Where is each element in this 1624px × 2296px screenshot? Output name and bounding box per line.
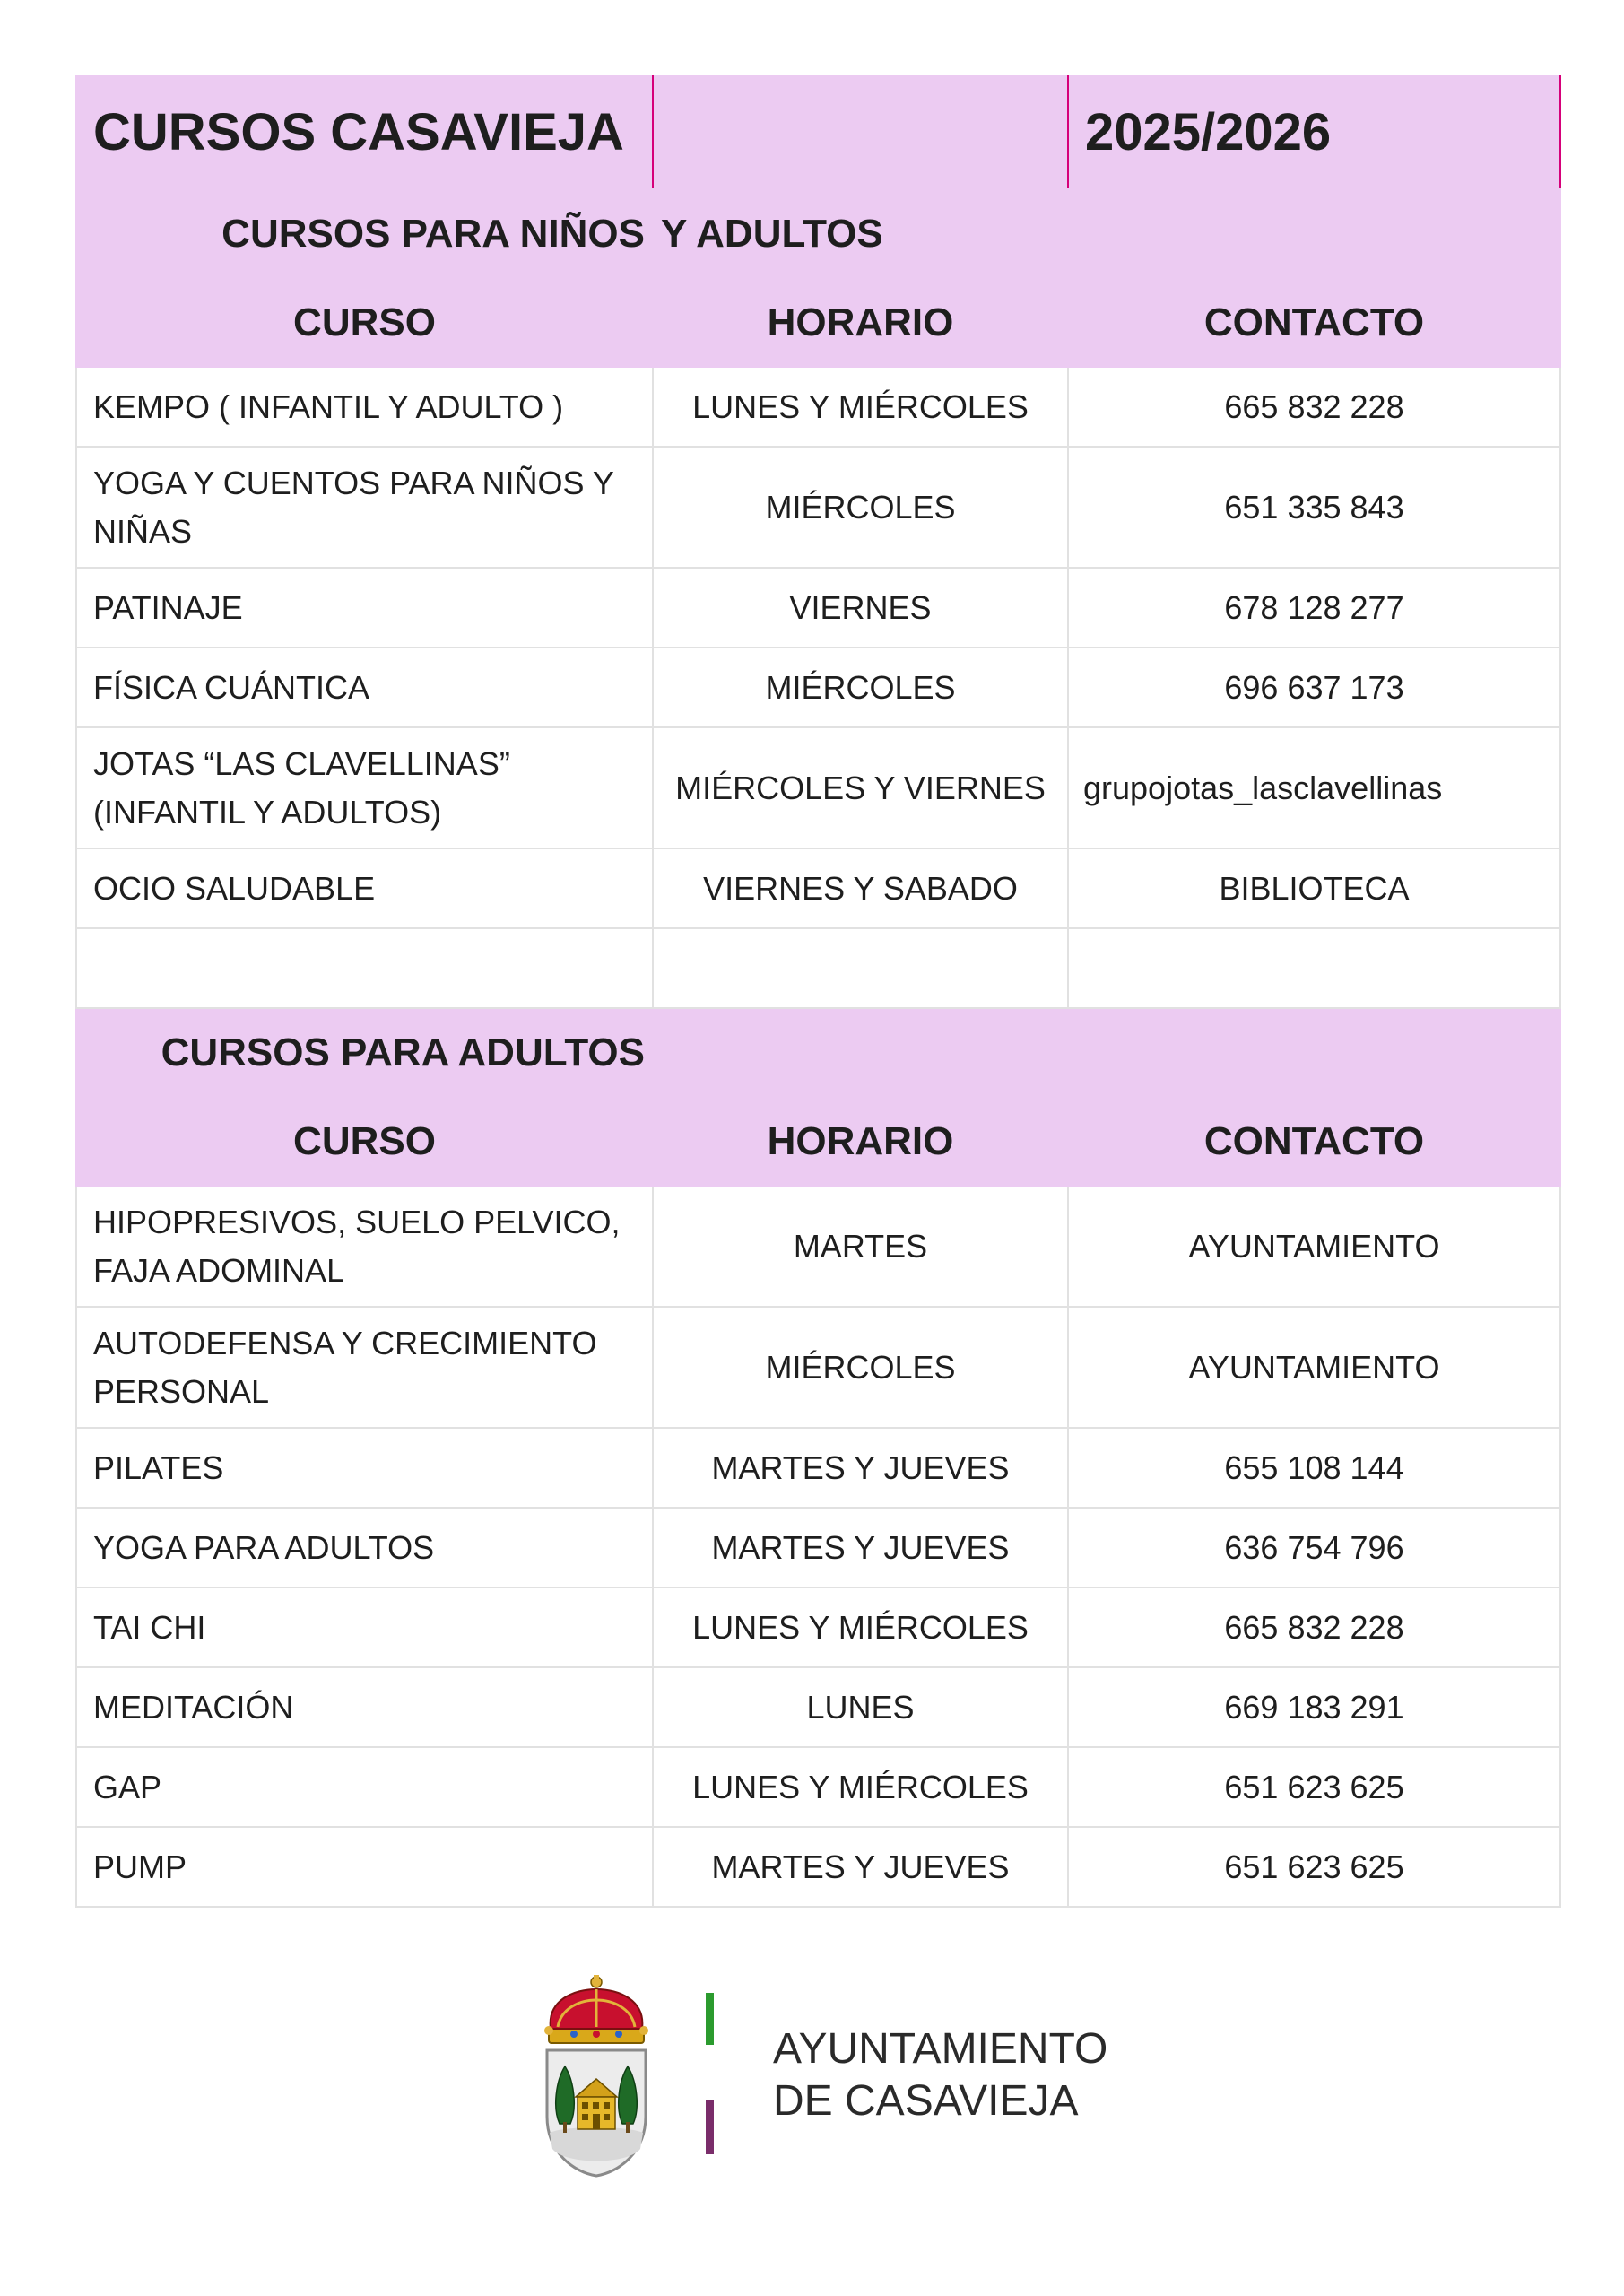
- table-row: [76, 1667, 1560, 1747]
- course-contact: 665 832 228: [1068, 367, 1560, 447]
- flag-green-band: [706, 1993, 714, 2045]
- course-name: TAI CHI: [76, 1587, 653, 1667]
- page-title: CURSOS CASAVIEJA: [76, 76, 653, 189]
- table-row: [76, 1186, 1560, 1307]
- title-row: [76, 76, 1560, 189]
- course-contact: 651 623 625: [1068, 1747, 1560, 1827]
- table-row: [76, 1428, 1560, 1508]
- course-contact: 665 832 228: [1068, 1587, 1560, 1667]
- empty-cell: [653, 928, 1068, 1008]
- course-schedule: MARTES Y JUEVES: [653, 1508, 1068, 1587]
- table-row: [76, 367, 1560, 447]
- section-title: CURSOS PARA ADULTOS: [76, 1008, 653, 1098]
- course-name: PUMP: [76, 1827, 653, 1907]
- course-name: YOGA Y CUENTOS PARA NIÑOS Y NIÑAS: [76, 447, 653, 568]
- course-schedule: VIERNES Y SABADO: [653, 848, 1068, 928]
- course-name: JOTAS “LAS CLAVELLINAS” (INFANTIL Y ADULTOS): [76, 727, 653, 848]
- course-contact-handle: grupojotas_lasclavellinas: [1068, 727, 1560, 848]
- column-header-contacto: CONTACTO: [1068, 1098, 1560, 1186]
- course-schedule: MIÉRCOLES Y VIERNES: [653, 727, 1068, 848]
- course-name: KEMPO ( INFANTIL Y ADULTO ): [76, 367, 653, 447]
- course-contact: AYUNTAMIENTO: [1068, 1186, 1560, 1307]
- table-row: [76, 1827, 1560, 1907]
- course-contact: 678 128 277: [1068, 568, 1560, 648]
- course-schedule: VIERNES: [653, 568, 1068, 648]
- course-name: PATINAJE: [76, 568, 653, 648]
- course-name: AUTODEFENSA Y CRECIMIENTO PERSONAL: [76, 1307, 653, 1428]
- course-contact: 651 623 625: [1068, 1827, 1560, 1907]
- course-name: OCIO SALUDABLE: [76, 848, 653, 928]
- empty-cell: [1068, 928, 1560, 1008]
- flag-stripe: [706, 1993, 714, 2154]
- course-name: GAP: [76, 1747, 653, 1827]
- section-spacer: [1068, 189, 1560, 279]
- section-heading-kids-adults: [76, 189, 1560, 279]
- section-spacer: [1068, 1008, 1560, 1098]
- course-name: FÍSICA CUÁNTICA: [76, 648, 653, 727]
- course-name: PILATES: [76, 1428, 653, 1508]
- column-header-contacto: CONTACTO: [1068, 279, 1560, 367]
- section-title-part1: CURSOS PARA NIÑOS: [76, 189, 653, 279]
- course-schedule: MARTES Y JUEVES: [653, 1827, 1068, 1907]
- table-row: [76, 1508, 1560, 1587]
- table-row: [76, 568, 1560, 648]
- section-title-part2: Y ADULTOS: [653, 189, 1068, 279]
- table-row: [76, 848, 1560, 928]
- column-header-curso: CURSO: [76, 1098, 653, 1186]
- course-contact: 669 183 291: [1068, 1667, 1560, 1747]
- courses-table: [75, 75, 1561, 1908]
- course-schedule: LUNES: [653, 1667, 1068, 1747]
- course-schedule: MARTES: [653, 1186, 1068, 1307]
- course-contact: BIBLIOTECA: [1068, 848, 1560, 928]
- course-schedule: LUNES Y MIÉRCOLES: [653, 1747, 1068, 1827]
- course-contact: 696 637 173: [1068, 648, 1560, 727]
- organization-name-line1: AYUNTAMIENTO: [773, 2025, 1108, 2073]
- municipal-footer: [538, 1973, 1112, 2188]
- flag-purple-band: [706, 2100, 714, 2154]
- column-header-horario: HORARIO: [653, 279, 1068, 367]
- column-header-horario: HORARIO: [653, 1098, 1068, 1186]
- section-heading-adults: [76, 1008, 1560, 1098]
- course-contact: 655 108 144: [1068, 1428, 1560, 1508]
- empty-cell: [76, 928, 653, 1008]
- table-row: [76, 447, 1560, 568]
- table-row: [76, 1747, 1560, 1827]
- coat-of-arms-icon: [538, 1973, 655, 2179]
- school-year: 2025/2026: [1068, 76, 1560, 189]
- course-schedule: MIÉRCOLES: [653, 648, 1068, 727]
- table-row: [76, 648, 1560, 727]
- empty-row: [76, 928, 1560, 1008]
- table-row: [76, 1587, 1560, 1667]
- section-spacer: [653, 1008, 1068, 1098]
- organization-name: [773, 2023, 1107, 2127]
- flag-white-band: [706, 2045, 714, 2100]
- course-contact: 636 754 796: [1068, 1508, 1560, 1587]
- course-schedule: MIÉRCOLES: [653, 447, 1068, 568]
- column-header-row: [76, 279, 1560, 367]
- course-contact: AYUNTAMIENTO: [1068, 1307, 1560, 1428]
- course-schedule: MARTES Y JUEVES: [653, 1428, 1068, 1508]
- course-name: HIPOPRESIVOS, SUELO PELVICO, FAJA ADOMINAL: [76, 1186, 653, 1307]
- course-name: MEDITACIÓN: [76, 1667, 653, 1747]
- course-contact: 651 335 843: [1068, 447, 1560, 568]
- course-schedule: MIÉRCOLES: [653, 1307, 1068, 1428]
- organization-name-line2: DE CASAVIEJA: [773, 2077, 1079, 2125]
- table-row: [76, 1307, 1560, 1428]
- course-schedule: LUNES Y MIÉRCOLES: [653, 367, 1068, 447]
- column-header-curso: CURSO: [76, 279, 653, 367]
- course-name: YOGA PARA ADULTOS: [76, 1508, 653, 1587]
- column-header-row: [76, 1098, 1560, 1186]
- table-row: [76, 727, 1560, 848]
- course-schedule: LUNES Y MIÉRCOLES: [653, 1587, 1068, 1667]
- crown-icon: [544, 1975, 648, 2043]
- title-spacer: [653, 76, 1068, 189]
